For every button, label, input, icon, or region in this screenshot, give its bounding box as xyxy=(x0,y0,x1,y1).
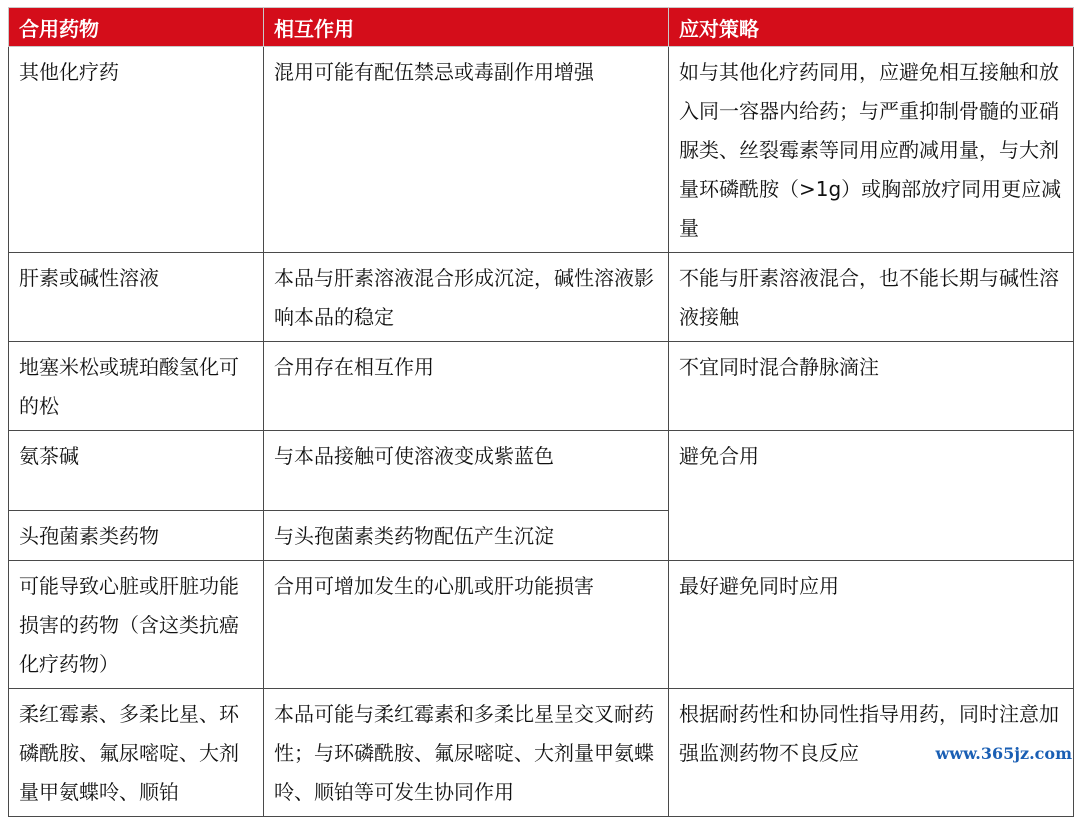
cell-strategy: 不宜同时混合静脉滴注 xyxy=(669,342,1074,431)
table-row xyxy=(9,431,1074,511)
header-row xyxy=(9,8,1074,47)
cell-interaction: 本品可能与柔红霉素和多柔比星呈交叉耐药性；与环磷酰胺、氟尿嘧啶、大剂量甲氨蝶呤、顺铂等可发生协同作用 xyxy=(264,689,669,817)
cell-drug: 柔红霉素、多柔比星、环磷酰胺、氟尿嘧啶、大剂量甲氨蝶呤、顺铂 xyxy=(9,689,264,817)
drug-interaction-table xyxy=(8,7,1074,817)
table-row xyxy=(9,689,1074,817)
cell-drug: 其他化疗药 xyxy=(9,47,264,253)
header-interaction: 相互作用 xyxy=(264,8,669,47)
cell-drug: 可能导致心脏或肝脏功能损害的药物（含这类抗癌化疗药物） xyxy=(9,561,264,689)
cell-interaction: 合用可增加发生的心肌或肝功能损害 xyxy=(264,561,669,689)
cell-interaction: 合用存在相互作用 xyxy=(264,342,669,431)
cell-drug: 头孢菌素类药物 xyxy=(9,511,264,561)
cell-drug: 肝素或碱性溶液 xyxy=(9,253,264,342)
cell-strategy: 最好避免同时应用 xyxy=(669,561,1074,689)
cell-interaction: 混用可能有配伍禁忌或毒副作用增强 xyxy=(264,47,669,253)
header-strategy: 应对策略 xyxy=(669,8,1074,47)
header-drug: 合用药物 xyxy=(9,8,264,47)
cell-strategy: 避免合用 xyxy=(669,431,1074,561)
site-watermark: www.365jz.com xyxy=(935,744,1072,763)
cell-interaction: 本品与肝素溶液混合形成沉淀，碱性溶液影响本品的稳定 xyxy=(264,253,669,342)
table-row xyxy=(9,253,1074,342)
cell-interaction: 与头孢菌素类药物配伍产生沉淀 xyxy=(264,511,669,561)
cell-strategy: 不能与肝素溶液混合，也不能长期与碱性溶液接触 xyxy=(669,253,1074,342)
cell-interaction: 与本品接触可使溶液变成紫蓝色 xyxy=(264,431,669,511)
table-row xyxy=(9,342,1074,431)
table-row xyxy=(9,561,1074,689)
cell-drug: 氨茶碱 xyxy=(9,431,264,511)
cell-strategy: 根据耐药性和协同性指导用药，同时注意加强监测药物不良反应 xyxy=(669,689,1074,817)
cell-drug: 地塞米松或琥珀酸氢化可的松 xyxy=(9,342,264,431)
cell-strategy: 如与其他化疗药同用，应避免相互接触和放入同一容器内给药；与严重抑制骨髓的亚硝脲类、丝裂霉素等同用应酌减用量，与大剂量环磷酰胺（>1g）或胸部放疗同用更应减量 xyxy=(669,47,1074,253)
table-row xyxy=(9,47,1074,253)
